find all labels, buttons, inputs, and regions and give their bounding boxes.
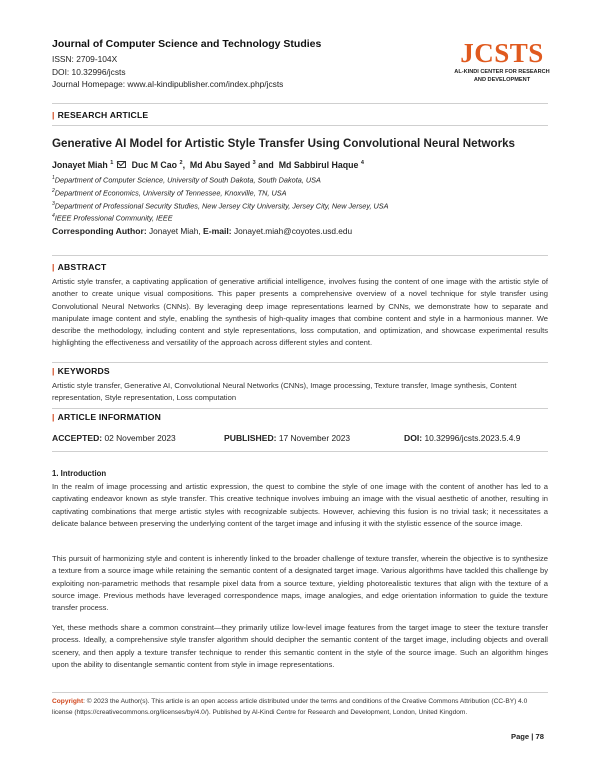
intro-divider <box>52 451 548 452</box>
heading-bar: | <box>52 412 55 422</box>
heading-bar: | <box>52 110 55 120</box>
introduction-heading: 1. Introduction <box>52 469 107 478</box>
intro-paragraph-1: In the realm of image processing and artistic expression, the quest to combine the style of one image with the content of another has led to a captivating endeavor known as style transfer. This creative technique involves imbuing an image with the visual aesthetic of another, resulting in captivating combinations that merge artistic styles with recognizable subjects. However, achieving this fusion is no trivial task; it necessitates a delicate balance between preserving the underlying content of the target image and infusing it with the stylistic essence of the source image. <box>52 482 548 528</box>
logo-subtitle-line1: AL-KINDI CENTER FOR RESEARCH <box>454 69 550 75</box>
keywords-text: Artistic style transfer, Generative AI, Convolutional Neural Networks (CNNs), Image processing, Texture transfer, Image synthesis, Content representation, Style representation, Loss computation <box>52 381 517 403</box>
journal-homepage: Journal Homepage: www.al-kindipublisher.com/index.php/jcsts <box>52 79 284 89</box>
article-doi: DOI: 10.32996/jcsts.2023.5.4.9 <box>404 433 521 443</box>
intro-paragraph-3: Yet, these methods share a common constraint—they primarily utilize low-level image features from the target image to steer the texture transfer process. Ideally, a comprehensive style transfer algorithm should decipher the semantic content of the target image, including objects and overall scenery, and then apply a texture transfer technique to render this semantic content in the style of the source image. Such an algorithm hinges upon the ability to disentangle semantic content from style in image representations. <box>52 623 548 669</box>
copyright-label: Copyright <box>52 698 84 705</box>
author-sup: 4 <box>360 160 364 167</box>
affiliation: $^1$Department of Computer Science, University of South Dakota, South Dakota, USA <box>52 175 321 185</box>
article-type-heading: | RESEARCH ARTICLE <box>52 110 149 120</box>
author-name: Md Sabbirul Haque <box>278 160 359 170</box>
affiliation: $^3$Department of Professional Security Studies, New Jersey City University, Jersey City, New Jersey, USA <box>52 201 389 211</box>
page-number: Page | 78 <box>511 732 544 741</box>
abstract-divider <box>52 255 548 256</box>
article-title: Generative AI Model for Artistic Style Transfer Using Convolutional Neural Networks <box>52 137 515 150</box>
keywords-heading: | KEYWORDS <box>52 366 110 376</box>
logo-subtitle-line2: AND DEVELOPMENT <box>473 77 531 83</box>
copyright-divider <box>52 692 548 693</box>
published-date: PUBLISHED: 17 November 2023 <box>224 433 351 443</box>
journal-issn: ISSN: 2709-104X <box>52 54 118 64</box>
journal-doi: DOI: 10.32996/jcsts <box>52 66 126 77</box>
title-divider <box>52 125 548 126</box>
abstract-heading: | ABSTRACT <box>52 262 107 272</box>
email-label: E-mail: <box>202 226 232 236</box>
intro-paragraph-2: This pursuit of harmonizing style and content is inherently linked to the broader challenge of texture transfer, wherein the objective is to synthesize a texture from a source image while retaining the semantic content of a designated target image. Various algorithms have tackled this challenge by exploiting non-parametric methods that resample pixel data from a source texture, yielding photorealistic textures that align with the texture of a source image. Previous methods have leveraged correspondence maps, image analogies, and edge orientation information to guide the texture transfer process. <box>52 554 548 613</box>
author-sup: 2 <box>179 160 183 167</box>
mail-icon <box>117 161 126 168</box>
author-sup: 1 <box>110 160 114 167</box>
logo-mark: JCSTS <box>460 38 544 68</box>
corresponding-label: Corresponding Author: <box>52 226 147 236</box>
corresponding-author <box>52 226 352 236</box>
email-link[interactable]: Jonayet.miah@coyotes.usd.edu <box>233 226 353 236</box>
publisher-logo <box>447 38 557 84</box>
copyright-text: : © 2023 the Author(s). This article is an open access article distributed under the terms and conditions of the Creative Commons Attribution (CC-BY) 4.0 license (https://creativecommons.org/licenses/by/4.0/). Published by Al-Kindi Centre for Research and Development, London, United Kingdom. <box>52 698 528 716</box>
affiliation: $^4$IEEE Professional Community, IEEE <box>52 213 173 223</box>
author-name: Duc M Cao <box>131 160 178 170</box>
header-divider <box>52 103 548 104</box>
corresponding-name: Jonayet Miah, <box>149 226 201 236</box>
author-name: Md Abu Sayed <box>189 160 251 170</box>
author-sup: 3 <box>252 160 256 167</box>
affiliation: $^2$Department of Economics, University of Tennessee, Knoxville, TN, USA <box>52 188 287 198</box>
keywords-divider <box>52 362 548 363</box>
heading-bar: | <box>52 262 55 272</box>
author-name: Jonayet Miah <box>52 160 108 170</box>
accepted-date: ACCEPTED: 02 November 2023 <box>52 433 176 443</box>
journal-name: Journal of Computer Science and Technology Studies <box>52 38 322 50</box>
abstract-text: Artistic style transfer, a captivating application of generative artificial intelligence, involves fusing the content of one image with the artistic style of another to create unique visual compositions. This paper presents a comprehensive overview of a novel technique for style transfer using Convolutional Neural Networks (CNNs). By leveraging deep image representations learned by CNNs, we demonstrate how to separate and manipulate image content and style, enabling the synthesis of high-quality images that combine content and style in a harmonious manner. We describe the methodology, including content and style representations, loss computation, and optimization, and showcase experimental results highlighting the effectiveness and versatility of the approach across different styles and content. <box>52 277 548 348</box>
article-info-heading: | ARTICLE INFORMATION <box>52 412 162 422</box>
heading-bar: | <box>52 366 55 376</box>
article-info-divider <box>52 408 548 409</box>
journal-header <box>52 38 412 91</box>
copyright-notice <box>52 697 548 718</box>
author-list: Jonayet Miah $^1$ Duc M Cao $^2$, Md Abu Sayed $^3$ and Md Sabbirul Haque $^4$ <box>52 160 364 170</box>
